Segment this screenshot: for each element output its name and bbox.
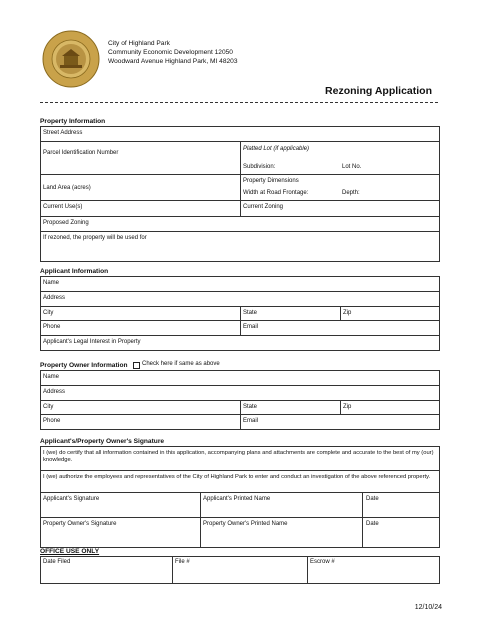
owner-address-field[interactable]: Address — [43, 389, 66, 395]
page-title: Rezoning Application — [325, 85, 432, 97]
escrow-number-field[interactable]: Escrow # — [310, 559, 335, 565]
owner-name-field[interactable]: Name — [43, 374, 60, 380]
applicant-printed-name-field[interactable]: Applicant's Printed Name — [203, 496, 271, 502]
parcel-id-field[interactable]: Parcel Identification Number — [43, 150, 119, 156]
if-rezoned-field[interactable]: If rezoned, the property will be used for — [43, 235, 147, 241]
owner-phone-field[interactable]: Phone — [43, 418, 61, 424]
applicant-zip-field[interactable]: Zip — [343, 310, 352, 316]
office-use-heading: OFFICE USE ONLY — [40, 548, 100, 555]
applicant-heading: Applicant Information — [40, 268, 109, 275]
property-heading: Property Information — [40, 118, 106, 125]
applicant-email-field[interactable]: Email — [243, 324, 259, 330]
owner-email-field[interactable]: Email — [243, 418, 259, 424]
same-as-above-checkbox[interactable] — [133, 362, 140, 369]
org-line-2: Community Economic Development 12050 — [108, 49, 233, 56]
subdivision-field[interactable]: Subdivision: — [243, 164, 276, 170]
authorize-statement: I (we) authorize the employees and representatives of the City of Highland Park to enter and conduct an investigation of the above referenced property. — [43, 474, 431, 480]
land-area-field[interactable]: Land Area (acres) — [43, 185, 91, 191]
owner-zip-field[interactable]: Zip — [343, 404, 352, 410]
revision-date: 12/10/24 — [414, 604, 442, 611]
applicant-date-field[interactable]: Date — [366, 496, 379, 502]
applicant-signature-field[interactable]: Applicant's Signature — [43, 496, 100, 502]
lot-no-field[interactable]: Lot No. — [342, 164, 362, 170]
date-filed-field[interactable]: Date Filed — [43, 559, 71, 565]
current-uses-field[interactable]: Current Use(s) — [43, 204, 83, 210]
property-dimensions-label: Property Dimensions — [243, 178, 299, 184]
legal-interest-field[interactable]: Applicant's Legal Interest in Property — [43, 339, 141, 345]
file-number-field[interactable]: File # — [175, 559, 190, 565]
certify-statement: I (we) do certify that all information contained in this application, accompanying plans and attachments are complete and accurate to the best of my (our) knowledge. — [43, 450, 434, 464]
applicant-address-field[interactable]: Address — [43, 295, 66, 301]
title-divider — [40, 102, 438, 103]
applicant-city-field[interactable]: City — [43, 310, 54, 316]
depth-field[interactable]: Depth: — [342, 190, 360, 196]
org-line-3: Woodward Avenue Highland Park, MI 48203 — [108, 58, 238, 65]
owner-date-field[interactable]: Date — [366, 521, 379, 527]
city-seal — [42, 30, 100, 88]
owner-signature-field[interactable]: Property Owner's Signature — [43, 521, 117, 527]
width-frontage-field[interactable]: Width at Road Frontage: — [243, 190, 309, 196]
applicant-state-field[interactable]: State — [243, 310, 258, 316]
proposed-zoning-field[interactable]: Proposed Zoning — [43, 220, 89, 226]
owner-printed-name-field[interactable]: Property Owner's Printed Name — [203, 521, 288, 527]
owner-state-field[interactable]: State — [243, 404, 258, 410]
office-table — [40, 556, 440, 584]
same-as-above-label: Check here if same as above — [142, 361, 220, 367]
signature-heading: Applicant's/Property Owner's Signature — [40, 438, 165, 445]
owner-city-field[interactable]: City — [43, 404, 54, 410]
street-address-field[interactable]: Street Address — [43, 130, 83, 136]
platted-lot-label: Platted Lot (if applicable) — [243, 146, 310, 152]
applicant-phone-field[interactable]: Phone — [43, 324, 61, 330]
owner-heading: Property Owner Information — [40, 362, 128, 369]
applicant-name-field[interactable]: Name — [43, 280, 60, 286]
org-line-1: City of Highland Park — [108, 40, 170, 47]
current-zoning-field[interactable]: Current Zoning — [243, 204, 284, 210]
